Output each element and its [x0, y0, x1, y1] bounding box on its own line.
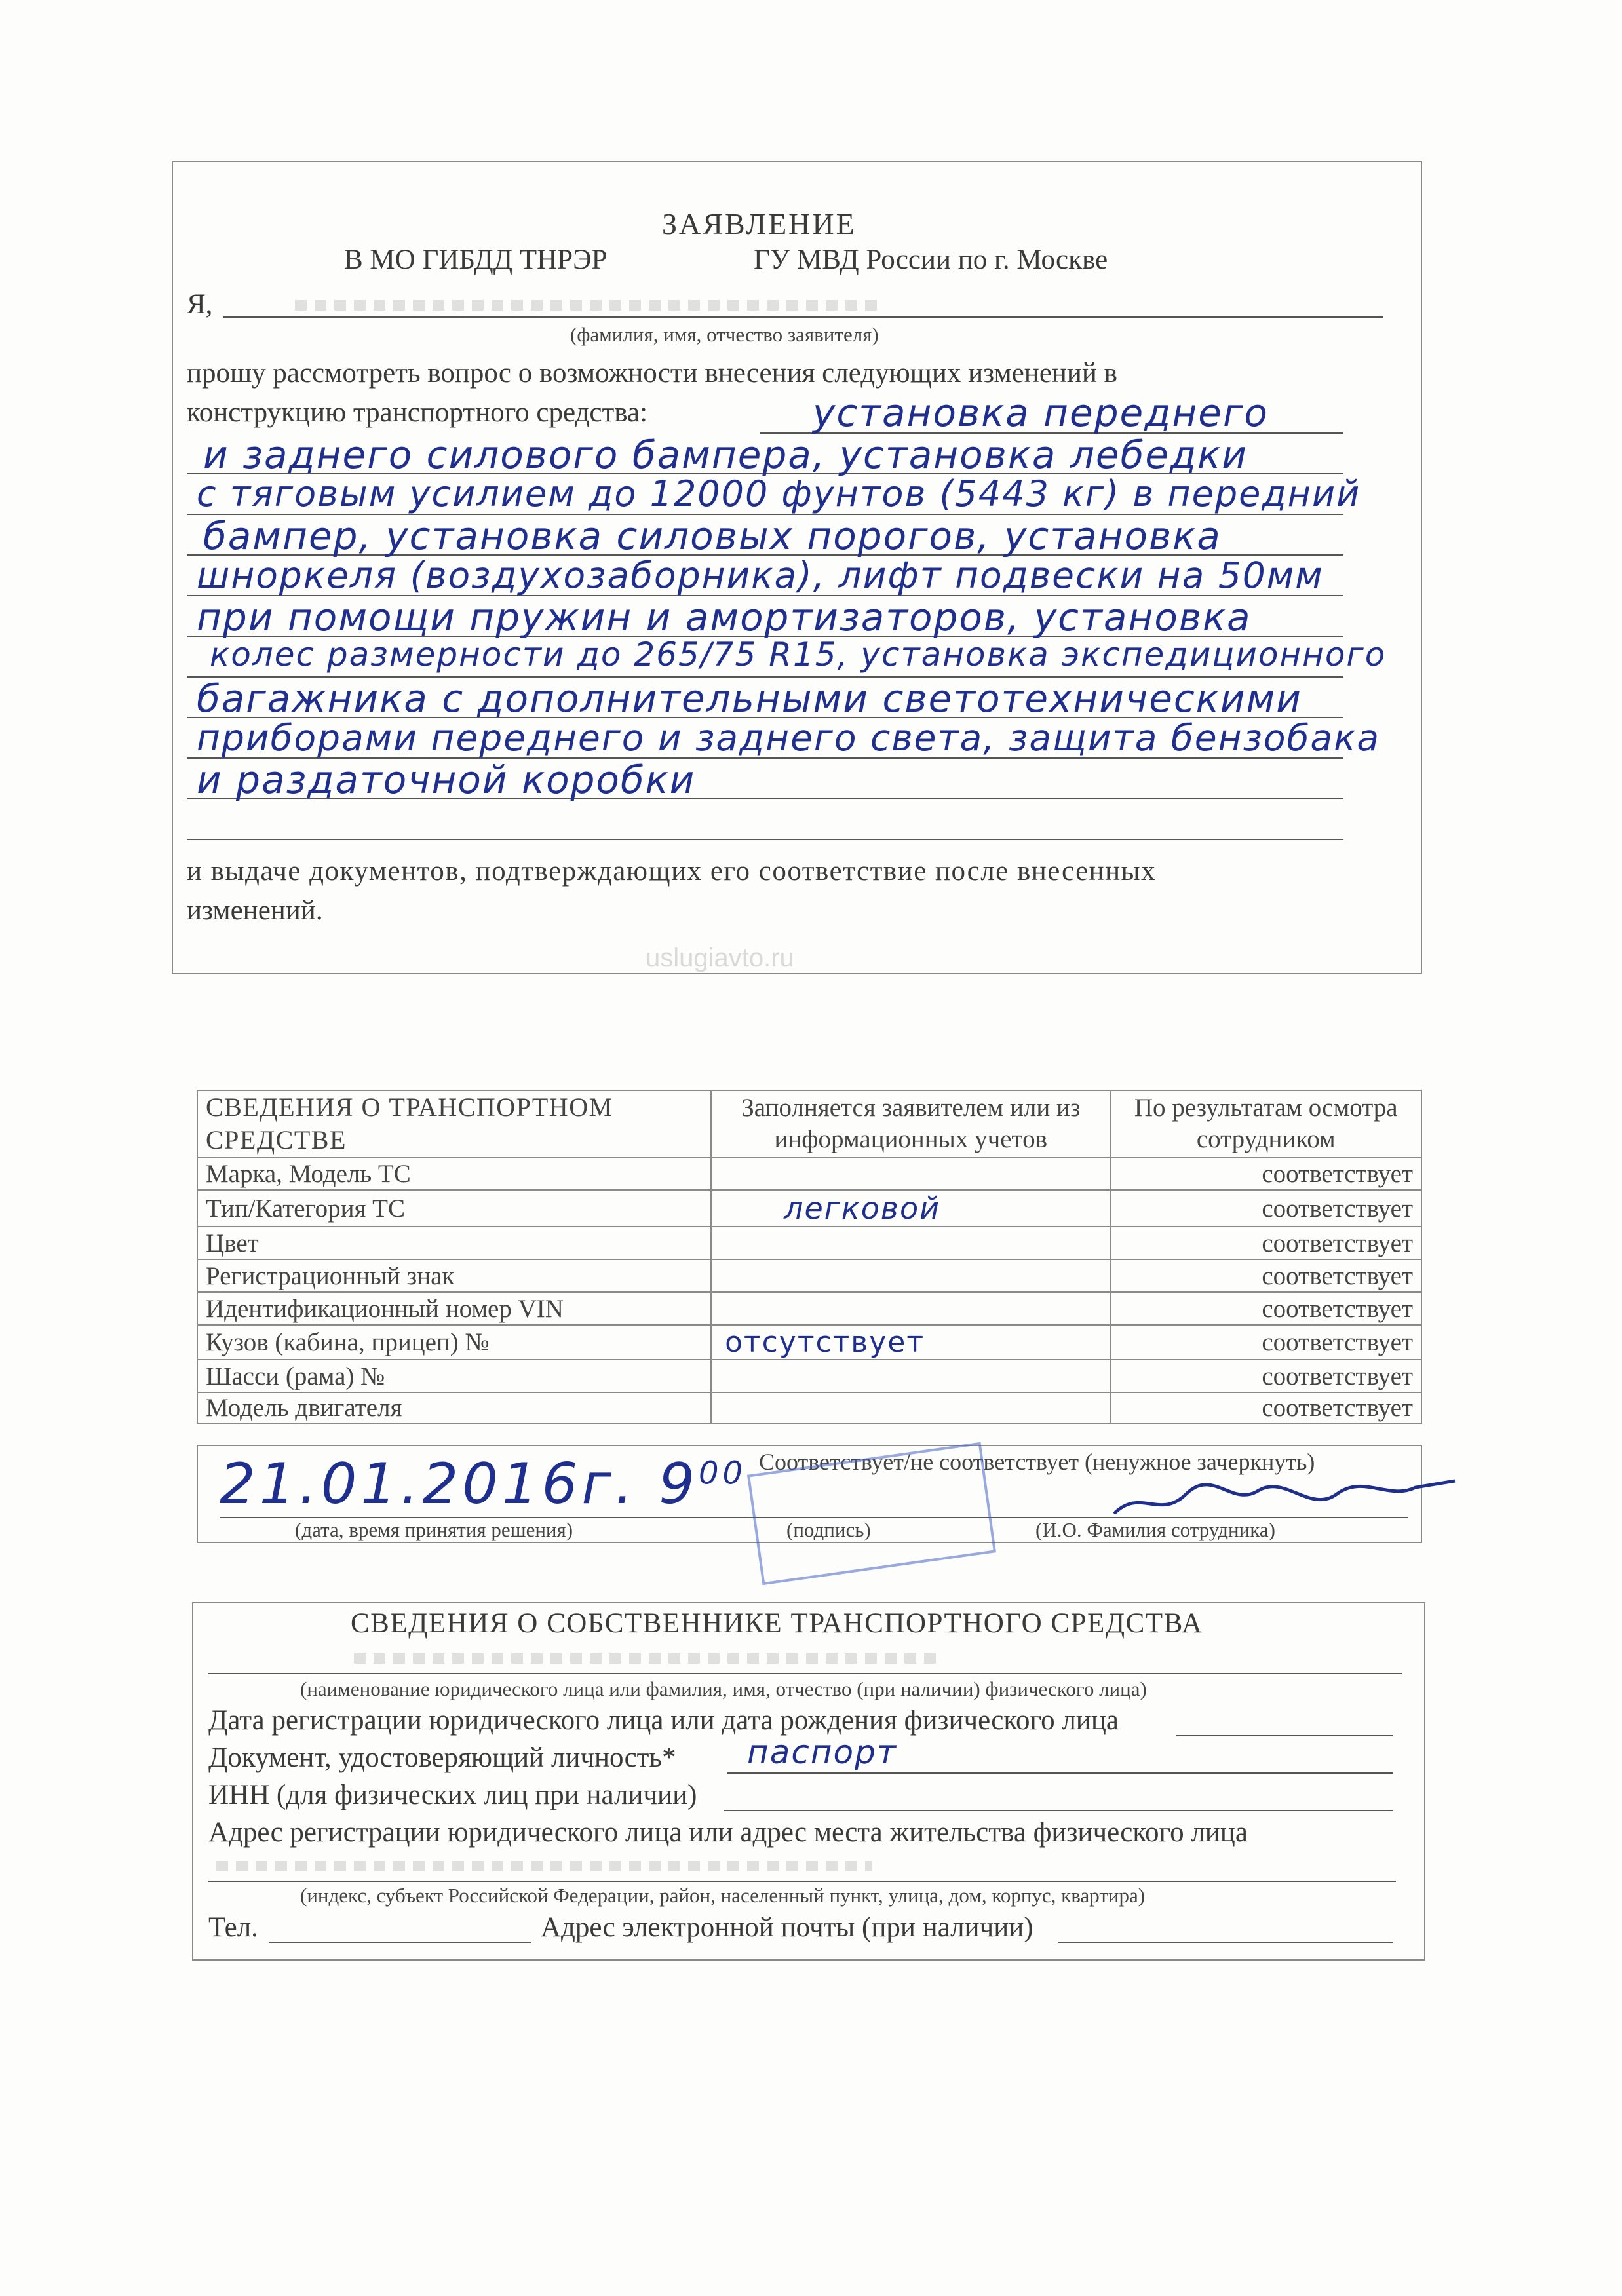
- email-line: [1058, 1942, 1393, 1943]
- applicant-value: легковой: [784, 1191, 941, 1226]
- table-row: [197, 1392, 1421, 1423]
- handwritten-change-line: багажника с дополнительными светотехническими: [197, 676, 1302, 721]
- applicant-prefix: Я,: [187, 289, 213, 320]
- row-result: соответствует: [1110, 1259, 1421, 1292]
- applicant-name-line: [223, 316, 1383, 318]
- handwritten-change-line: приборами переднего и заднего света, защита бензобака: [197, 717, 1381, 759]
- decision-time-minutes: 00: [698, 1455, 747, 1492]
- handwritten-change-line: бампер, установка силовых порогов, установка: [203, 514, 1222, 558]
- row-label: Марка, Модель ТС: [197, 1157, 711, 1190]
- table-row: [197, 1227, 1421, 1259]
- address-caption: (индекс, субъект Российской Федерации, район, населенный пункт, улица, дом, корпус, квартира): [300, 1884, 1146, 1907]
- officer-caption: (И.О. Фамилия сотрудника): [1035, 1518, 1275, 1541]
- handwritten-change-line: с тяговым усилием до 12000 фунтов (5443 кг) в передний: [197, 473, 1361, 514]
- row-result: соответствует: [1110, 1292, 1421, 1325]
- decision-date: [220, 1451, 746, 1517]
- owner-title: СВЕДЕНИЯ О СОБСТВЕННИКЕ ТРАНСПОРТНОГО СРЕДСТВА: [351, 1608, 1203, 1639]
- decision-date-value: 21.01.2016г. 9: [220, 1451, 699, 1517]
- row-label: Кузов (кабина, прицеп) №: [197, 1325, 711, 1360]
- row-result: соответствует: [1110, 1325, 1421, 1360]
- row-label: Модель двигателя: [197, 1392, 711, 1423]
- row-applicant-value: [711, 1157, 1110, 1190]
- table-row: [197, 1259, 1421, 1292]
- row-label: Идентификационный номер VIN: [197, 1292, 711, 1325]
- closing-line-2: изменений.: [187, 895, 323, 926]
- applicant-caption: (фамилия, имя, отчество заявителя): [570, 323, 879, 346]
- reg-date-label: Дата регистрации юридического лица или дата рождения физического лица: [208, 1705, 1119, 1736]
- handwritten-change-line: и раздаточной коробки: [197, 757, 696, 802]
- row-applicant-value: [711, 1227, 1110, 1259]
- id-doc-value: паспорт: [747, 1733, 897, 1771]
- address-label: Адрес регистрации юридического лица или адрес места жительства физического лица: [208, 1817, 1248, 1848]
- row-applicant-value: [711, 1360, 1110, 1392]
- row-result: соответствует: [1110, 1392, 1421, 1423]
- vehicle-table-header: СВЕДЕНИЯ О ТРАНСПОРТНОМ СРЕДСТВЕ: [197, 1090, 711, 1157]
- row-result: соответствует: [1110, 1157, 1421, 1190]
- handwritten-change-line: при помощи пружин и амортизаторов, установка: [197, 595, 1252, 640]
- vehicle-table-header: Заполняется заявителем или из информационных учетов: [711, 1090, 1110, 1157]
- row-applicant-value: [711, 1325, 1110, 1360]
- row-applicant-value: [711, 1190, 1110, 1227]
- row-result: соответствует: [1110, 1227, 1421, 1259]
- signature-caption: (подпись): [786, 1518, 871, 1541]
- conformity-text: Соответствует/не соответствует (ненужное зачеркнуть): [759, 1449, 1315, 1475]
- row-result: соответствует: [1110, 1190, 1421, 1227]
- table-row: [197, 1157, 1421, 1190]
- handwritten-change-line: установка переднего: [813, 391, 1269, 435]
- address-redacted: [216, 1861, 872, 1871]
- owner-name-caption: (наименование юридического лица или фамилия, имя, отчество (при наличии) физического лица): [300, 1677, 1147, 1700]
- table-row: [197, 1292, 1421, 1325]
- phone-line: [269, 1942, 531, 1943]
- row-label: Регистрационный знак: [197, 1259, 711, 1292]
- rule: [187, 839, 1343, 840]
- request-line-2: конструкцию транспортного средства:: [187, 397, 648, 428]
- inn-label: ИНН (для физических лиц при наличии): [208, 1780, 697, 1810]
- recipient-right: ГУ МВД России по г. Москве: [754, 244, 1108, 275]
- table-row: [197, 1190, 1421, 1227]
- handwritten-change-line: колес размерности до 265/75 R15, установка экспедиционного: [210, 636, 1387, 674]
- applicant-value: отсутствует: [725, 1326, 925, 1359]
- request-line-1: прошу рассмотреть вопрос о возможности внесения следующих изменений в: [187, 358, 1117, 389]
- owner-name-redacted: [354, 1653, 944, 1664]
- decision-caption: (дата, время принятия решения): [295, 1518, 573, 1541]
- applicant-name-redacted: [295, 300, 885, 311]
- row-result: соответствует: [1110, 1360, 1421, 1392]
- row-applicant-value: [711, 1259, 1110, 1292]
- rule: [1176, 1735, 1393, 1736]
- id-doc-label: Документ, удостоверяющий личность*: [208, 1742, 676, 1773]
- email-label: Адрес электронной почты (при наличии): [541, 1912, 1033, 1943]
- owner-name-line: [208, 1673, 1402, 1674]
- officer-signature: [1101, 1461, 1468, 1533]
- table-row: [197, 1325, 1421, 1360]
- watermark: uslugiavto.ru: [646, 944, 794, 972]
- closing-line-1: и выдаче документов, подтверждающих его соответствие после внесенных: [187, 856, 1157, 887]
- handwritten-change-line: шноркеля (воздухозаборника), лифт подвески на 50мм: [197, 554, 1324, 596]
- row-label: Шасси (рама) №: [197, 1360, 711, 1392]
- recipient-left: В МО ГИБДД ТНРЭР: [344, 244, 608, 275]
- row-label: Цвет: [197, 1227, 711, 1259]
- application-title: ЗАЯВЛЕНИЕ: [662, 207, 857, 240]
- row-applicant-value: [711, 1392, 1110, 1423]
- row-label: Тип/Категория ТС: [197, 1190, 711, 1227]
- address-line: [208, 1881, 1396, 1882]
- row-applicant-value: [711, 1292, 1110, 1325]
- table-row: [197, 1360, 1421, 1392]
- vehicle-info-table: [197, 1090, 1422, 1424]
- rule: [727, 1772, 1393, 1774]
- rule: [724, 1810, 1393, 1811]
- vehicle-table-header: По результатам осмотра сотрудником: [1110, 1090, 1421, 1157]
- handwritten-change-line: и заднего силового бампера, установка лебедки: [203, 432, 1248, 477]
- phone-label: Тел.: [208, 1912, 258, 1943]
